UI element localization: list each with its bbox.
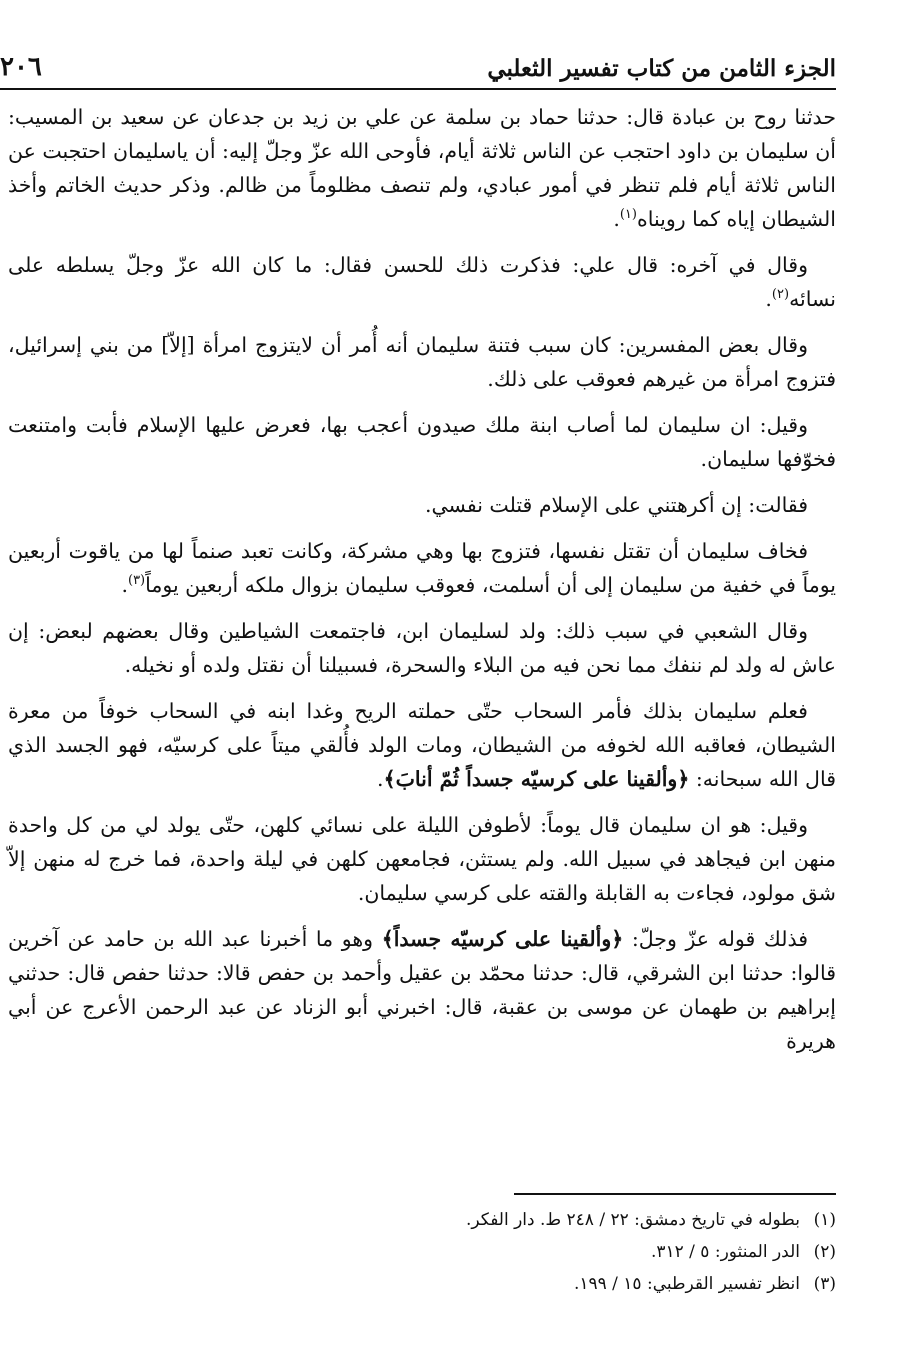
paragraph-tail: . xyxy=(765,287,772,311)
paragraph-tail: . xyxy=(613,207,620,231)
footnote-3 xyxy=(76,1268,836,1300)
paragraph-6 xyxy=(8,534,836,602)
footnote-ref-1: (١) xyxy=(619,207,637,223)
footnote-ref-2: (٢) xyxy=(771,287,790,303)
footnotes xyxy=(76,1204,836,1300)
footnote-text: بطوله في تاريخ دمشق: ٢٢ / ٢٤٨ ط. دار الفكر. xyxy=(466,1210,800,1230)
paragraph-text: فذلك قوله عزّ وجلّ: xyxy=(623,927,808,951)
footnote-text: الدر المنثور: ٥ / ٣١٢. xyxy=(650,1242,800,1262)
paragraph-text: وقال في آخره: قال علي: فذكرت ذلك للحسن فقال: ما كان الله عزّ وجلّ يسلطه على نسائه xyxy=(8,253,836,311)
page-number: ٢٠٦ xyxy=(0,52,42,82)
footnote-2 xyxy=(76,1236,836,1268)
paragraph-9 xyxy=(8,808,836,910)
paragraph-5 xyxy=(8,488,836,522)
footnote-text: انظر تفسير القرطبي: ١٥ / ١٩٩. xyxy=(573,1274,800,1294)
paragraph-tail: . xyxy=(121,573,128,597)
running-title: الجزء الثامن من كتاب تفسير الثعلبي xyxy=(487,55,836,82)
footnote-divider xyxy=(514,1193,836,1195)
footnote-number: (١) xyxy=(813,1210,836,1230)
paragraph-10 xyxy=(8,922,836,1058)
quran-verse: ﴿وألقينا على كرسيّه جسداً﴾ xyxy=(381,927,624,951)
paragraph-text: وقيل: هو ان سليمان قال يوماً: لأطوفن الليلة على نسائي كلهن، حتّى يولد لي من كل واحدة منهن ابن فيجاهد في سبيل الله. ولم يستثن، فجامعهن كلهن في ليلة واحدة، فما خرج له منهن إلاّ شق مولود، فجاءت به القابلة والقته على كرسي سليمان. xyxy=(8,813,836,905)
paragraph-text: وقال الشعبي في سبب ذلك: ولد لسليمان ابن، فاجتمعت الشياطين وقال بعضهم لبعض: إن عاش له ولد لم ننفك مما نحن فيه من البلاء والسحرة، فسبيلنا أن نقتل ولده أو نخيله. xyxy=(8,619,836,677)
paragraph-3 xyxy=(8,328,836,396)
footnote-ref-3: (٣) xyxy=(127,573,146,589)
paragraph-text: فعلم سليمان بذلك فأمر السحاب حتّى حملته الريح وغدا ابنه في السحاب خوفاً من معرة الشيطان، فعاقبه الله لخوفه من الشيطان، ومات الولد فأُلقي ميتاً على كرسيّه، فهو الجسد الذي قال الله سبحانه: xyxy=(8,699,836,791)
footnote-number: (٣) xyxy=(813,1274,836,1294)
paragraph-4 xyxy=(8,408,836,476)
paragraph-2 xyxy=(8,248,836,316)
footnote-1 xyxy=(76,1204,836,1236)
paragraph-text: وقيل: ان سليمان لما أصاب ابنة ملك صيدون أعجب بها، فعرض عليها الإسلام فأبت وامتنعت فخوّفها سليمان. xyxy=(8,413,836,471)
page-header xyxy=(0,38,836,90)
paragraph-text: وقال بعض المفسرين: كان سبب فتنة سليمان أنه أُمر أن لايتزوج امرأة [إلاّ] من بني إسرائيل، فتزوج امرأة من غيرهم فعوقب على ذلك. xyxy=(8,333,836,391)
paragraph-7 xyxy=(8,614,836,682)
paragraph-1 xyxy=(8,100,836,236)
paragraph-text: فخاف سليمان أن تقتل نفسها، فتزوج بها وهي مشركة، وكانت تعبد صنماً لها من ياقوت أربعين يوماً في خفية من سليمان إلى أن أسلمت، فعوقب سليمان بزوال ملكه أربعين يوماً xyxy=(8,539,836,597)
main-text xyxy=(8,100,836,1058)
paragraph-8 xyxy=(8,694,836,796)
paragraph-tail: . xyxy=(377,767,384,791)
paragraph-tail: وهو ما أخبرنا عبد الله بن حامد عن آخرين قالوا: حدثنا ابن الشرقي، قال: حدثنا محمّد بن عقيل وأحمد بن حفص قالا: حدثنا حفص قال: حدثني إبراهيم بن طهمان عن موسى بن عقبة، قال: اخبرني أبو الزناد عن عبد الرحمن الأعرج عن أبي هريرة xyxy=(8,927,836,1053)
paragraph-text: حدثنا روح بن عبادة قال: حدثنا حماد بن سلمة عن علي بن زيد بن جدعان عن سعيد بن المسيب: أن سليمان بن داود احتجب عن الناس ثلاثة أيام، فأوحى الله عزّ وجلّ إليه: أن ياسليمان احتجبت عن الناس ثلاثة أيام فلم تنظر في أمور عبادي، ولم تنصف مظلوماً من ظالم. وذكر حديث الخاتم وأخذ الشيطان إياه كما رويناه xyxy=(8,105,836,231)
paragraph-text: فقالت: إن أكرهتني على الإسلام قتلت نفسي. xyxy=(424,493,808,517)
quran-verse: ﴿وألقينا على كرسيّه جسداً ثُمّ أنابَ﴾ xyxy=(383,767,690,791)
footnote-number: (٢) xyxy=(813,1242,836,1262)
